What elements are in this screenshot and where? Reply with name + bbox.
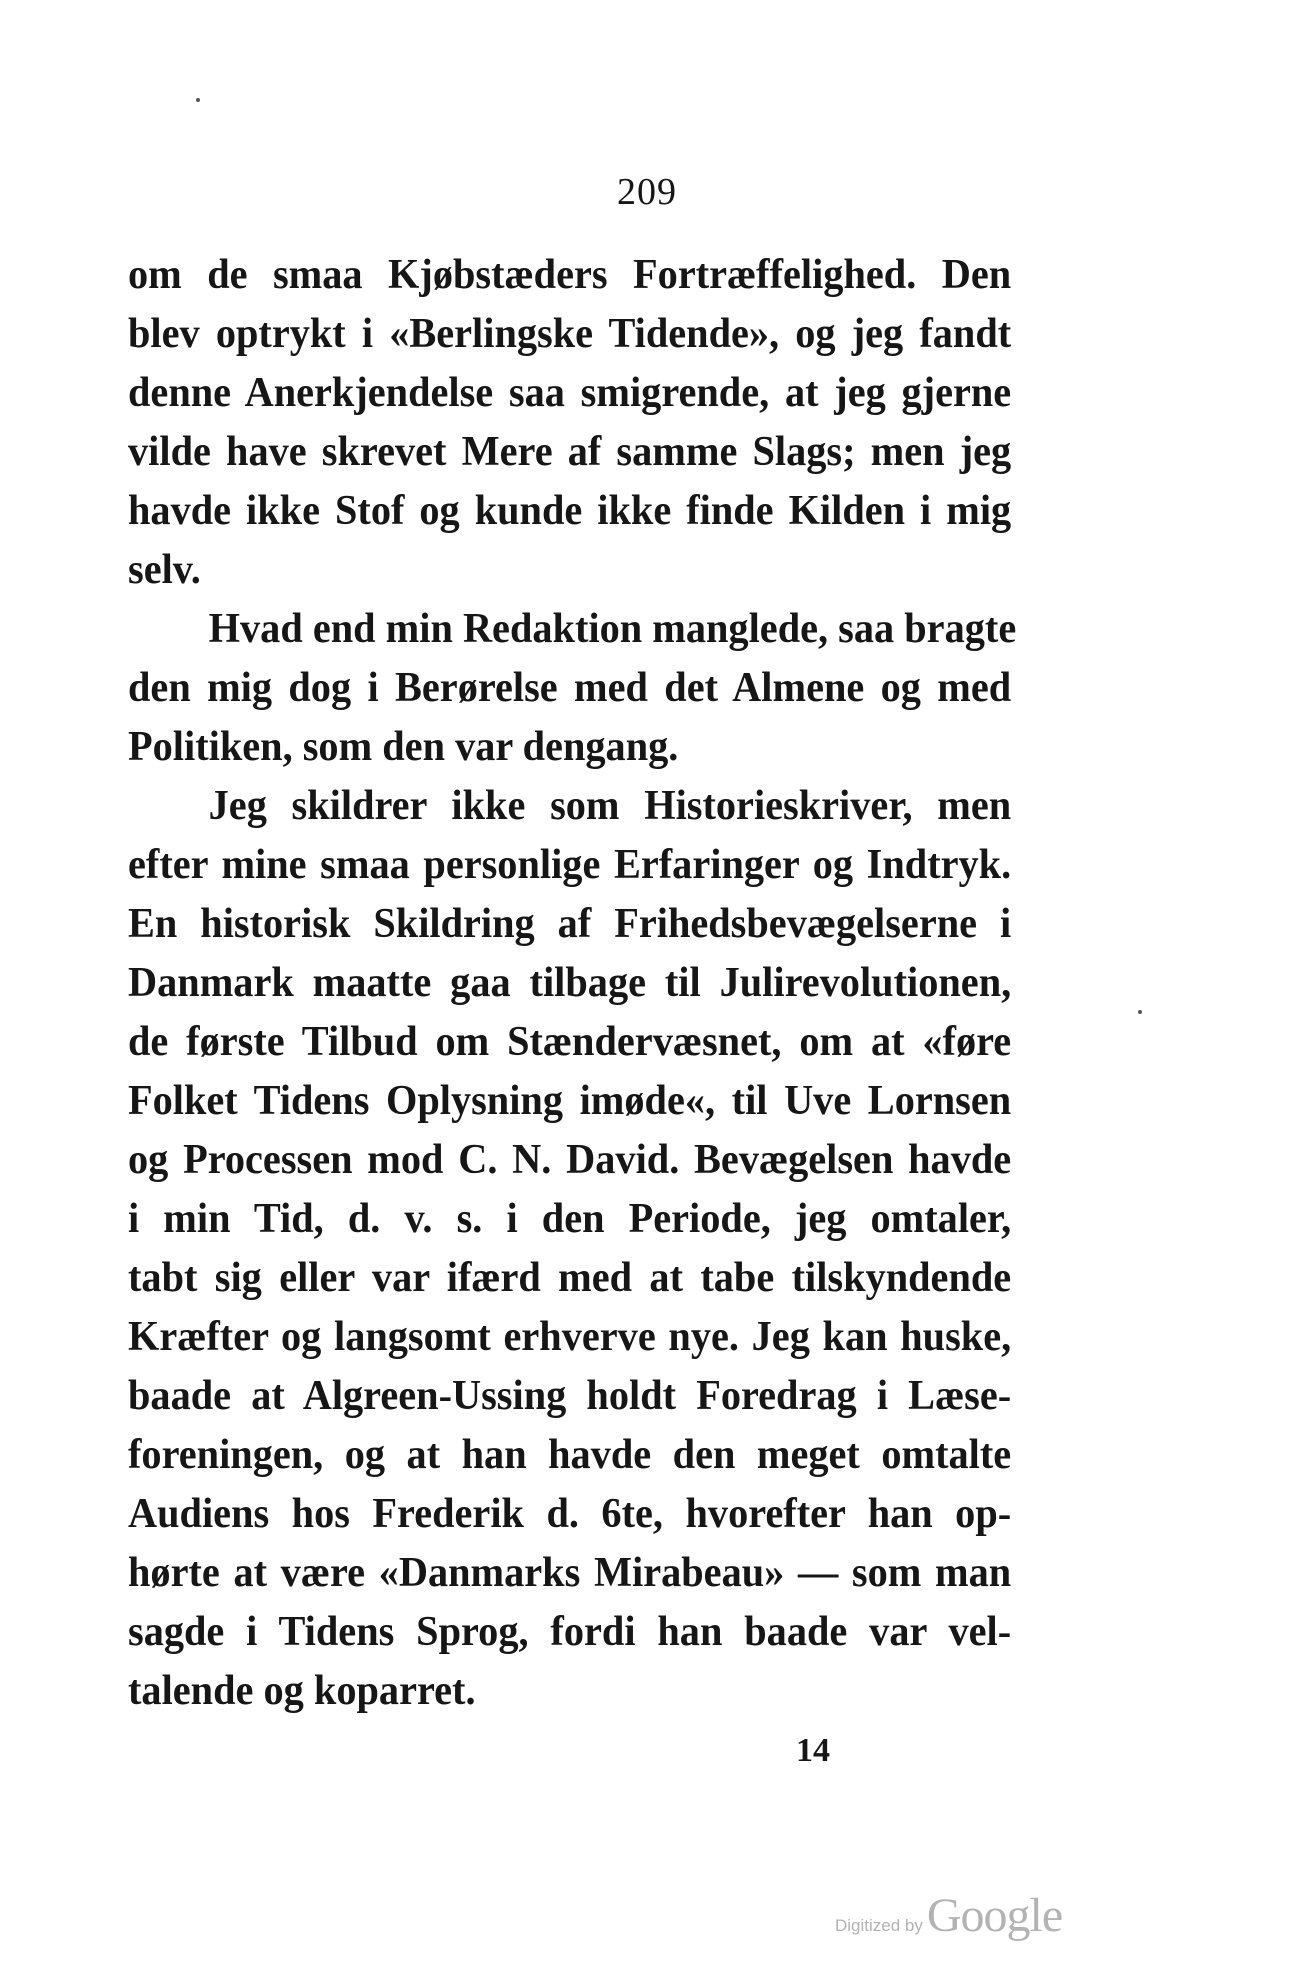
text-line: havde ikke Stof og kunde ikke finde Kilden i mig — [128, 488, 1012, 534]
paragraph-3 — [128, 777, 1048, 1721]
signature-mark: 14 — [796, 1732, 830, 1769]
text-line: de første Tilbud om Stændervæsnet, om at «føre — [128, 1019, 1012, 1065]
text-line: blev optrykt i «Berlingske Tidende», og jeg fandt — [128, 311, 1012, 357]
text-line: hørte at være «Danmarks Mirabeau» — som man — [128, 1550, 1012, 1596]
scan-speck — [1138, 1010, 1142, 1014]
body-text — [128, 246, 1048, 1721]
text-line: Politiken, som den var dengang. — [128, 724, 679, 770]
google-logo: Google — [926, 1889, 1063, 1942]
page-number: 209 — [617, 171, 677, 213]
text-line: talende og koparret. — [128, 1668, 476, 1714]
text-line: om de smaa Kjøbstæders Fortræffelighed. Den — [128, 252, 1012, 298]
watermark-prefix: Digitized by — [835, 1916, 923, 1935]
text-line: den mig dog i Berørelse med det Almene og med — [128, 665, 1012, 711]
text-line: Kræfter og langsomt erhverve nye. Jeg kan huske, — [128, 1314, 1012, 1360]
scan-speck — [196, 98, 200, 102]
text-line: Jeg skildrer ikke som Historieskriver, men — [208, 783, 1012, 829]
text-line: Folket Tidens Oplysning imøde«, til Uve Lornsen — [128, 1078, 1012, 1124]
text-line: Hvad end min Redaktion manglede, saa bragte — [208, 606, 1017, 652]
text-line: tabt sig eller var ifærd med at tabe tilskyndende — [128, 1255, 1012, 1301]
text-line: baade at Algreen-Ussing holdt Foredrag i Læse- — [128, 1373, 1012, 1419]
text-line: En historisk Skildring af Frihedsbevægelserne i — [128, 901, 1012, 947]
text-line: i min Tid, d. v. s. i den Periode, jeg omtaler, — [128, 1196, 1012, 1242]
text-line: selv. — [128, 547, 201, 593]
text-line: efter mine smaa personlige Erfaringer og Indtryk. — [128, 842, 1012, 888]
text-line: Audiens hos Frederik d. 6te, hvorefter han op- — [128, 1491, 1012, 1537]
text-line: denne Anerkjendelse saa smigrende, at jeg gjerne — [128, 370, 1012, 416]
text-line: og Processen mod C. N. David. Bevægelsen havde — [128, 1137, 1012, 1183]
digitized-watermark — [835, 1888, 1062, 1943]
text-line: vilde have skrevet Mere af samme Slags; men jeg — [128, 429, 1012, 475]
text-line: sagde i Tidens Sprog, fordi han baade var vel- — [128, 1609, 1012, 1655]
paragraph-2 — [128, 600, 1048, 777]
text-line: foreningen, og at han havde den meget omtalte — [128, 1432, 1012, 1478]
paragraph-1 — [128, 246, 1048, 600]
text-line: Danmark maatte gaa tilbage til Julirevolutionen, — [128, 960, 1012, 1006]
